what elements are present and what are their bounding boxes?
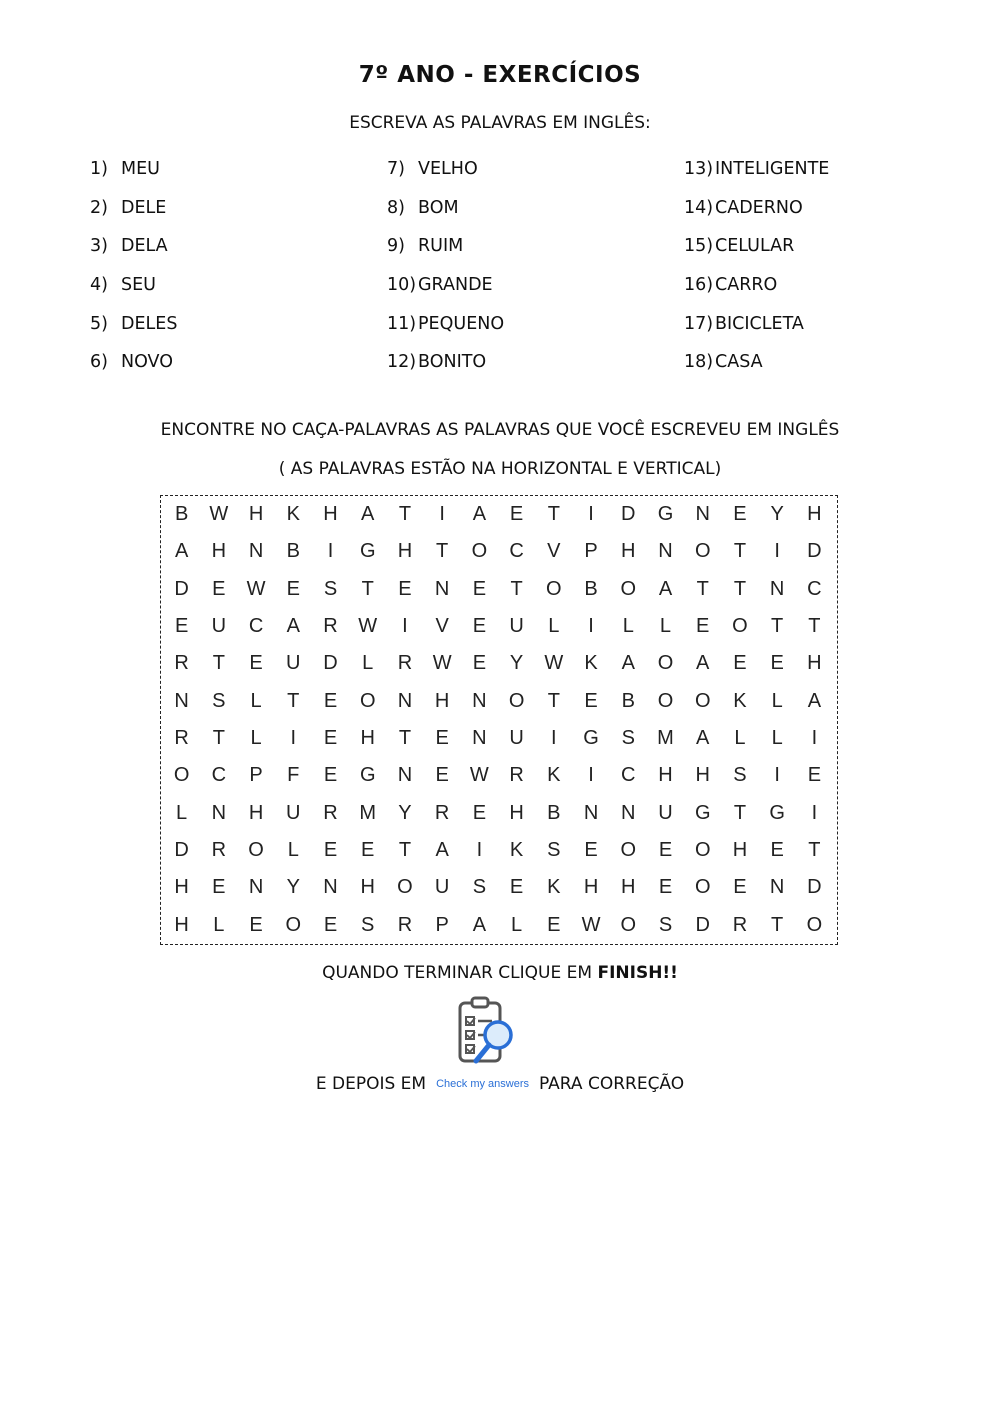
grid-letter[interactable]: F xyxy=(287,764,300,787)
grid-letter[interactable]: H xyxy=(360,727,375,750)
grid-letter[interactable]: A xyxy=(435,839,449,862)
word-text: DELA xyxy=(121,236,168,257)
grid-letter[interactable]: L xyxy=(548,615,560,638)
grid-letter[interactable]: N xyxy=(434,577,450,600)
grid-letter[interactable]: N xyxy=(583,801,599,824)
grid-letter[interactable]: A xyxy=(472,503,487,526)
grid-letter[interactable]: T xyxy=(212,727,225,750)
word-text: CADERNO xyxy=(715,197,803,218)
grid-letter[interactable]: K xyxy=(733,689,747,712)
grid-letter[interactable]: S xyxy=(658,913,673,936)
grid-letter[interactable]: T xyxy=(212,652,225,675)
grid-letter[interactable]: H xyxy=(211,540,227,563)
grid-letter[interactable]: E xyxy=(584,689,598,712)
grid-letter[interactable]: I xyxy=(327,540,334,563)
grid-letter[interactable]: N xyxy=(248,540,264,563)
grid-letter[interactable]: E xyxy=(174,615,189,638)
grid-letter[interactable]: O xyxy=(694,540,711,563)
grid-letter[interactable]: V xyxy=(547,540,561,563)
grid-letter[interactable]: L xyxy=(250,727,262,750)
grid-letter[interactable]: E xyxy=(323,689,338,712)
grid-letter[interactable]: H xyxy=(434,689,450,712)
word-number: 10) xyxy=(387,275,417,296)
grid-letter[interactable]: I xyxy=(476,839,483,862)
grid-letter[interactable]: S xyxy=(733,764,747,787)
grid-letter[interactable]: O xyxy=(657,689,674,712)
grid-letter[interactable]: D xyxy=(174,839,189,862)
grid-letter[interactable]: T xyxy=(696,577,709,600)
grid-letter[interactable]: E xyxy=(807,764,822,787)
grid-letter[interactable]: O xyxy=(248,839,264,862)
grid-letter[interactable]: S xyxy=(621,727,635,750)
grid-letter[interactable]: E xyxy=(323,839,338,862)
grid-letter[interactable]: T xyxy=(436,540,449,563)
grid-letter[interactable]: T xyxy=(771,913,784,936)
grid-letter[interactable]: C xyxy=(211,764,227,787)
grid-letter[interactable]: T xyxy=(808,615,821,638)
grid-letter[interactable]: B xyxy=(286,540,300,563)
grid-letter[interactable]: O xyxy=(620,577,637,600)
grid-letter[interactable]: S xyxy=(547,839,561,862)
grid-letter[interactable]: A xyxy=(658,577,673,600)
grid-letter[interactable]: E xyxy=(435,764,449,787)
word-search-hint: ( AS PALAVRAS ESTÃO NA HORIZONTAL E VERTICAL) xyxy=(278,459,722,479)
grid-letter[interactable]: H xyxy=(323,503,338,526)
grid-letter[interactable]: O xyxy=(397,876,413,899)
grid-letter[interactable]: P xyxy=(435,913,449,936)
grid-letter[interactable]: Y xyxy=(770,503,784,526)
grid-letter[interactable]: B xyxy=(584,577,598,600)
finish-word: FINISH!! xyxy=(597,963,678,983)
grid-letter[interactable]: E xyxy=(249,652,263,675)
word-text: CARRO xyxy=(715,275,778,296)
grid-letter[interactable]: L xyxy=(287,839,299,862)
grid-letter[interactable]: T xyxy=(510,577,523,600)
grid-letter[interactable]: E xyxy=(509,503,524,526)
grid-letter[interactable]: G xyxy=(657,503,674,526)
grid-letter[interactable]: T xyxy=(808,839,821,862)
word-list-item xyxy=(684,189,910,228)
grid-letter[interactable]: E xyxy=(733,503,747,526)
grid-letter[interactable]: M xyxy=(359,801,377,824)
finish-instruction xyxy=(0,963,1000,983)
grid-letter[interactable]: S xyxy=(323,577,338,600)
grid-letter[interactable]: T xyxy=(361,577,374,600)
grid-letter[interactable]: C xyxy=(621,764,636,787)
grid-letter[interactable]: O xyxy=(694,876,711,899)
grid-letter[interactable]: R xyxy=(434,801,450,824)
word-list-item xyxy=(90,266,387,305)
word-list-item xyxy=(387,304,684,343)
grid-letter[interactable]: M xyxy=(657,727,674,750)
word-text: DELE xyxy=(121,197,167,218)
word-number: 15) xyxy=(684,236,714,257)
grid-letter[interactable]: E xyxy=(658,839,673,862)
word-list-item xyxy=(387,189,684,228)
grid-letter[interactable]: H xyxy=(807,652,822,675)
grid-letter[interactable]: N xyxy=(174,689,189,712)
grid-letter[interactable]: G xyxy=(583,727,599,750)
clipboard-magnifier-icon[interactable] xyxy=(454,995,518,1071)
grid-letter[interactable]: D xyxy=(807,876,822,899)
grid-letter[interactable]: A xyxy=(621,652,635,675)
word-text: PEQUENO xyxy=(418,313,505,334)
grid-letter[interactable]: H xyxy=(732,839,748,862)
grid-letter[interactable]: E xyxy=(770,652,784,675)
grid-letter[interactable]: H xyxy=(174,913,189,936)
grid-letter[interactable]: C xyxy=(807,577,822,600)
grid-letter[interactable]: L xyxy=(734,727,746,750)
grid-letter[interactable]: T xyxy=(771,615,784,638)
grid-letter[interactable]: G xyxy=(359,764,376,787)
grid-letter[interactable]: I xyxy=(811,727,818,750)
grid-letter[interactable]: G xyxy=(359,540,376,563)
word-list-item xyxy=(684,343,910,382)
grid-letter[interactable]: N xyxy=(769,876,785,899)
grid-letter[interactable]: L xyxy=(511,913,523,936)
grid-letter[interactable]: E xyxy=(696,615,710,638)
grid-letter[interactable]: E xyxy=(658,876,673,899)
grid-letter[interactable]: I xyxy=(551,727,557,750)
grid-letter[interactable]: L xyxy=(659,615,672,638)
word-number: 2) xyxy=(90,197,108,218)
grid-letter[interactable]: O xyxy=(657,652,674,675)
grid-letter[interactable]: N xyxy=(211,801,227,824)
grid-letter[interactable]: O xyxy=(508,689,525,712)
grid-letter[interactable]: L xyxy=(771,727,783,750)
grid-letter[interactable]: I xyxy=(290,727,297,750)
word-list-item xyxy=(684,266,910,305)
grid-letter[interactable]: A xyxy=(286,615,300,638)
grid-letter[interactable]: H xyxy=(509,801,524,824)
grid-letter[interactable]: R xyxy=(397,913,413,936)
grid-letter[interactable]: O xyxy=(546,577,562,600)
grid-letter[interactable]: T xyxy=(547,503,560,526)
word-number: 5) xyxy=(90,313,108,334)
word-number: 8) xyxy=(387,197,405,218)
grid-letter[interactable]: D xyxy=(621,503,636,526)
grid-letter[interactable]: I xyxy=(774,764,780,787)
grid-letter[interactable]: O xyxy=(806,913,823,936)
word-list xyxy=(90,150,910,382)
word-list-item xyxy=(387,227,684,266)
word-search-grid[interactable] xyxy=(160,495,838,945)
grid-letter[interactable]: U xyxy=(211,615,227,638)
grid-letter[interactable]: K xyxy=(547,876,561,899)
grid-letter[interactable]: E xyxy=(249,913,263,936)
word-list-item xyxy=(684,227,910,266)
grid-letter[interactable]: R xyxy=(174,652,189,675)
grid-letter[interactable]: T xyxy=(398,503,412,526)
grid-letter[interactable]: B xyxy=(547,801,561,824)
grid-letter[interactable]: E xyxy=(286,577,300,600)
grid-letter[interactable]: E xyxy=(212,577,226,600)
grid-letter[interactable]: I xyxy=(774,540,780,563)
grid-letter[interactable]: Y xyxy=(286,876,300,899)
grid-letter[interactable]: E xyxy=(509,876,524,899)
grid-letter[interactable]: I xyxy=(811,801,818,824)
grid-letter[interactable]: N xyxy=(323,876,338,899)
grid-letter[interactable]: G xyxy=(769,801,785,824)
grid-letter[interactable]: I xyxy=(402,615,408,638)
grid-letter[interactable]: N xyxy=(472,727,487,750)
grid-letter[interactable]: U xyxy=(509,727,524,750)
grid-letter[interactable]: G xyxy=(694,801,711,824)
grid-letter[interactable]: S xyxy=(472,876,487,899)
grid-letter[interactable]: E xyxy=(584,839,598,862)
word-number: 6) xyxy=(90,352,108,373)
grid-letter[interactable]: I xyxy=(588,615,594,638)
grid-letter[interactable]: E xyxy=(770,839,784,862)
grid-letter[interactable]: R xyxy=(732,913,748,936)
word-number: 7) xyxy=(387,159,405,180)
grid-letter[interactable]: L xyxy=(213,913,225,936)
grid-letter[interactable]: T xyxy=(287,689,300,712)
grid-letter[interactable]: S xyxy=(361,913,375,936)
then-suffix: PARA CORREÇÃO xyxy=(539,1074,685,1094)
word-text: BOM xyxy=(418,197,459,218)
grid-letter[interactable]: N xyxy=(472,689,487,712)
grid-letter[interactable]: H xyxy=(174,876,189,899)
page-title: 7º ANO - EXERCÍCIOS xyxy=(358,62,642,88)
grid-letter[interactable]: Y xyxy=(398,801,412,824)
grid-letter[interactable]: W xyxy=(209,503,229,526)
grid-letter[interactable]: H xyxy=(583,876,599,899)
then-prefix: E DEPOIS EM xyxy=(315,1074,427,1094)
grid-letter[interactable]: E xyxy=(435,727,449,750)
grid-letter[interactable]: E xyxy=(472,652,487,675)
grid-letter[interactable]: D xyxy=(323,652,338,675)
grid-letter[interactable]: W xyxy=(469,764,489,787)
grid-letter[interactable]: U xyxy=(286,652,301,675)
grid-letter[interactable]: H xyxy=(621,876,636,899)
grid-letter[interactable]: I xyxy=(588,764,594,787)
grid-letter[interactable]: L xyxy=(622,615,634,638)
grid-letter[interactable]: O xyxy=(285,913,302,936)
grid-letter[interactable]: A xyxy=(472,913,487,936)
grid-letter[interactable]: L xyxy=(771,689,783,712)
grid-letter[interactable]: A xyxy=(696,727,710,750)
grid-letter[interactable]: O xyxy=(620,913,637,936)
grid-letter[interactable]: U xyxy=(509,615,524,638)
word-number: 3) xyxy=(90,236,108,257)
word-search-instruction: ENCONTRE NO CAÇA-PALAVRAS AS PALAVRAS QUE VOCÊ ESCREVEU EM INGLÊS xyxy=(160,420,840,440)
grid-letter[interactable]: K xyxy=(584,652,598,675)
grid-letter[interactable]: N xyxy=(397,764,413,787)
finish-prefix: QUANDO TERMINAR CLIQUE EM xyxy=(322,963,598,983)
grid-letter[interactable]: E xyxy=(323,764,338,787)
grid-letter[interactable]: I xyxy=(588,503,594,526)
word-list-item xyxy=(90,227,387,266)
word-number: 4) xyxy=(90,275,108,296)
grid-letter[interactable]: O xyxy=(732,615,748,638)
grid-letter[interactable]: O xyxy=(471,540,488,563)
word-list-item xyxy=(684,150,910,189)
word-text: CELULAR xyxy=(715,236,795,257)
grid-letter[interactable]: T xyxy=(398,727,412,750)
grid-letter[interactable]: D xyxy=(807,540,822,563)
grid-letter[interactable]: A xyxy=(807,689,822,712)
grid-letter[interactable]: E xyxy=(323,727,338,750)
grid-letter[interactable]: E xyxy=(733,652,747,675)
grid-letter[interactable]: W xyxy=(358,615,378,638)
grid-letter[interactable]: A xyxy=(696,652,710,675)
grid-letter[interactable]: E xyxy=(212,876,226,899)
grid-letter[interactable]: Y xyxy=(509,652,524,675)
word-list-item xyxy=(90,189,387,228)
grid-letter[interactable]: O xyxy=(694,689,711,712)
word-number: 17) xyxy=(684,313,714,334)
grid-letter[interactable]: C xyxy=(248,615,264,638)
grid-letter[interactable]: N xyxy=(397,689,413,712)
word-text: BICICLETA xyxy=(715,313,804,334)
word-list-item xyxy=(90,304,387,343)
grid-letter[interactable]: N xyxy=(769,577,785,600)
word-list-item xyxy=(387,343,684,382)
grid-letter[interactable]: U xyxy=(286,801,301,824)
grid-letter[interactable]: W xyxy=(432,652,452,675)
grid-letter[interactable]: D xyxy=(695,913,710,936)
word-number: 14) xyxy=(684,197,714,218)
word-text: VELHO xyxy=(418,159,478,180)
word-number: 11) xyxy=(387,313,417,334)
word-number: 1) xyxy=(90,159,108,180)
grid-letter[interactable]: E xyxy=(547,913,561,936)
grid-letter[interactable]: R xyxy=(397,652,413,675)
word-text: MEU xyxy=(121,159,160,180)
grid-letter[interactable]: L xyxy=(176,801,188,824)
grid-letter[interactable]: R xyxy=(509,764,524,787)
word-text: DELES xyxy=(121,313,178,334)
grid-letter[interactable]: K xyxy=(509,839,524,862)
grid-letter[interactable]: R xyxy=(323,615,338,638)
grid-letter[interactable]: W xyxy=(246,577,266,600)
grid-letter[interactable]: R xyxy=(174,727,189,750)
grid-letter[interactable]: H xyxy=(248,801,264,824)
word-text: BONITO xyxy=(418,352,487,373)
grid-letter[interactable]: E xyxy=(472,577,487,600)
word-number: 12) xyxy=(387,352,417,373)
grid-letter[interactable]: A xyxy=(174,540,189,563)
word-text: SEU xyxy=(121,275,156,296)
grid-letter[interactable]: T xyxy=(398,839,412,862)
grid-letter[interactable]: O xyxy=(173,764,190,787)
grid-letter[interactable]: W xyxy=(544,652,564,675)
grid-letter[interactable]: U xyxy=(434,876,450,899)
word-list-item xyxy=(387,266,684,305)
word-text: RUIM xyxy=(418,236,464,257)
grid-letter[interactable]: K xyxy=(547,764,561,787)
grid-letter[interactable]: B xyxy=(174,503,189,526)
grid-letter[interactable]: H xyxy=(248,503,264,526)
grid-letter[interactable]: O xyxy=(620,839,637,862)
grid-letter[interactable]: P xyxy=(584,540,598,563)
word-number: 13) xyxy=(684,159,714,180)
grid-letter[interactable]: N xyxy=(248,876,264,899)
grid-letter[interactable]: W xyxy=(581,913,601,936)
grid-letter[interactable]: E xyxy=(472,615,487,638)
grid-letter[interactable]: I xyxy=(439,503,445,526)
grid-letter[interactable]: R xyxy=(323,801,338,824)
grid-letter[interactable]: D xyxy=(174,577,189,600)
grid-letter[interactable]: L xyxy=(362,652,374,675)
grid-letter[interactable]: E xyxy=(733,876,747,899)
grid-letter[interactable]: N xyxy=(695,503,710,526)
grid-letter[interactable]: E xyxy=(472,801,487,824)
exercise-instruction: ESCREVA AS PALAVRAS EM INGLÊS: xyxy=(349,113,651,133)
grid-letter[interactable]: P xyxy=(249,764,263,787)
grid-letter[interactable]: U xyxy=(658,801,673,824)
grid-letter[interactable]: O xyxy=(694,839,711,862)
grid-letter[interactable]: T xyxy=(733,577,747,600)
grid-letter[interactable]: H xyxy=(360,876,375,899)
grid-letter[interactable]: E xyxy=(361,839,375,862)
grid-letter[interactable]: R xyxy=(211,839,227,862)
word-text: INTELIGENTE xyxy=(715,159,830,180)
grid-letter[interactable]: E xyxy=(398,577,412,600)
grid-letter[interactable]: H xyxy=(397,540,413,563)
grid-letter[interactable]: T xyxy=(547,689,560,712)
grid-letter[interactable]: A xyxy=(361,503,375,526)
word-list-item xyxy=(387,150,684,189)
grid-letter[interactable]: C xyxy=(509,540,524,563)
grid-letter[interactable]: S xyxy=(212,689,226,712)
grid-letter[interactable]: K xyxy=(286,503,300,526)
grid-letter[interactable]: T xyxy=(733,540,747,563)
word-list-item xyxy=(684,304,910,343)
grid-letter[interactable]: O xyxy=(359,689,376,712)
word-number: 18) xyxy=(684,352,714,373)
grid-letter[interactable]: L xyxy=(250,689,262,712)
grid-letter[interactable]: N xyxy=(658,540,673,563)
grid-letter[interactable]: H xyxy=(807,503,822,526)
check-answers-button[interactable]: Check my answers xyxy=(436,1078,529,1090)
grid-letter[interactable]: N xyxy=(621,801,636,824)
word-number: 16) xyxy=(684,275,714,296)
word-text: NOVO xyxy=(121,352,173,373)
word-number: 9) xyxy=(387,236,405,257)
grid-letter[interactable]: T xyxy=(733,801,747,824)
grid-letter[interactable]: H xyxy=(658,764,673,787)
grid-letter[interactable]: H xyxy=(621,540,636,563)
word-text: CASA xyxy=(715,352,763,373)
word-list-item xyxy=(90,343,387,382)
word-list-item xyxy=(90,150,387,189)
word-text: GRANDE xyxy=(418,275,493,296)
grid-letter[interactable]: V xyxy=(435,615,449,638)
check-instruction xyxy=(0,1074,1000,1094)
grid-letter[interactable]: H xyxy=(695,764,710,787)
grid-letter[interactable]: E xyxy=(323,913,338,936)
grid-letter[interactable]: B xyxy=(621,689,635,712)
